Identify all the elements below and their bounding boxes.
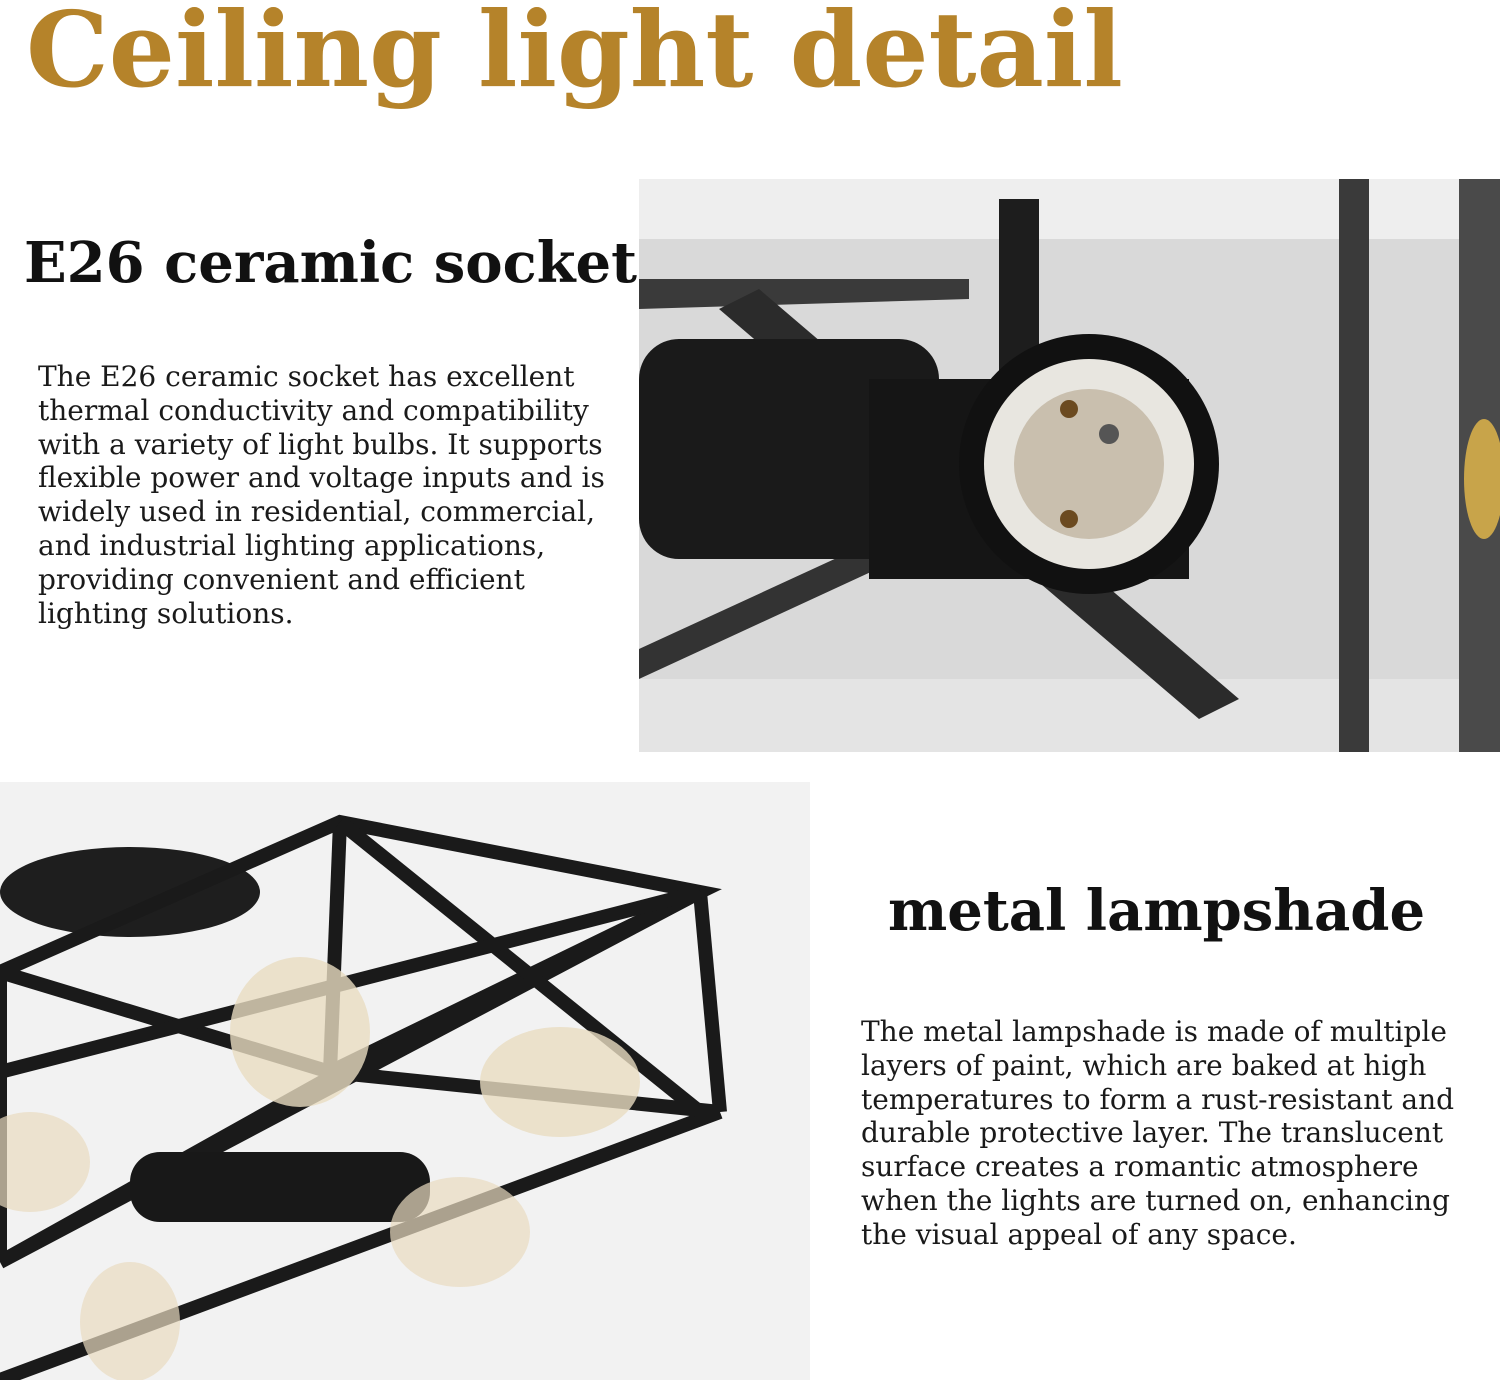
text-line: and industrial lighting applications,: [38, 528, 546, 562]
text-line: The metal lampshade is made of multiple: [861, 1015, 1447, 1048]
text-line: thermal conductivity and compatibility: [38, 393, 589, 427]
text-line: when the lights are turned on, enhancing: [861, 1183, 1450, 1217]
section-body-lampshade: [861, 1015, 1454, 1252]
lampshade-photo: [0, 782, 810, 1380]
text-line: surface creates a romantic atmosphere: [861, 1150, 1419, 1184]
text-line: layers of paint, which are baked at high: [861, 1048, 1427, 1082]
text-line: durable protective layer. The translucent: [861, 1116, 1444, 1150]
section-body-socket: [38, 360, 605, 630]
text-line: providing convenient and efficient: [38, 562, 525, 596]
text-line: temperatures to form a rust-resistant and: [861, 1082, 1455, 1116]
text-line: The E26 ceramic socket has excellent: [38, 360, 575, 393]
text-line: lighting solutions.: [38, 596, 294, 630]
socket-photo: [639, 179, 1500, 752]
text-line: flexible power and voltage inputs and is: [38, 461, 605, 495]
text-line: the visual appeal of any space.: [861, 1217, 1297, 1251]
text-line: with a variety of light bulbs. It supports: [38, 427, 603, 461]
section-heading-socket: E26 ceramic socket: [24, 230, 638, 296]
text-line: widely used in residential, commercial,: [38, 495, 596, 529]
section-heading-lampshade: metal lampshade: [888, 878, 1426, 944]
page-title: Ceiling light detail: [26, 0, 1123, 111]
